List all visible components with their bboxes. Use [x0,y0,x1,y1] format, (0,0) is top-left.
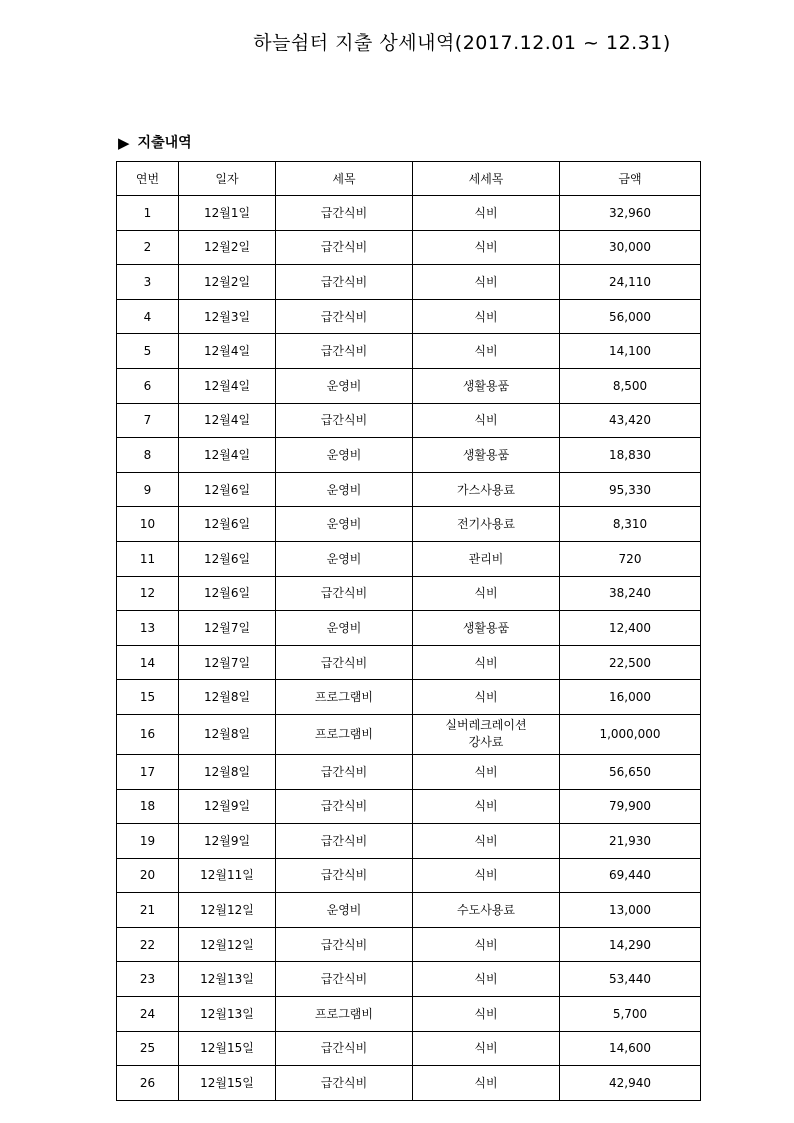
cell-amount: 14,600 [560,1031,701,1066]
cell-amount: 95,330 [560,472,701,507]
table-row [117,403,701,438]
cell-no: 6 [117,368,179,403]
table-row [117,299,701,334]
cell-amount: 43,420 [560,403,701,438]
section-heading [118,133,192,153]
cell-date: 12월6일 [179,507,276,542]
cell-no: 2 [117,230,179,265]
cell-date: 12월7일 [179,645,276,680]
cell-item: 운영비 [276,541,413,576]
table-row [117,611,701,646]
cell-subitem: 수도사용료 [413,893,560,928]
cell-no: 4 [117,299,179,334]
table-row [117,824,701,859]
cell-amount: 18,830 [560,438,701,473]
cell-date: 12월2일 [179,230,276,265]
cell-no: 25 [117,1031,179,1066]
table-row [117,472,701,507]
cell-no: 23 [117,962,179,997]
cell-item: 급간식비 [276,299,413,334]
cell-no: 26 [117,1066,179,1101]
cell-no: 1 [117,196,179,231]
cell-date: 12월3일 [179,299,276,334]
cell-item: 프로그램비 [276,680,413,715]
cell-no: 9 [117,472,179,507]
header-item: 세목 [276,162,413,196]
cell-subitem-line2: 강사료 [468,735,504,750]
cell-amount: 8,310 [560,507,701,542]
cell-no: 16 [117,714,179,754]
cell-no: 12 [117,576,179,611]
cell-item: 급간식비 [276,789,413,824]
table-row [117,507,701,542]
cell-date: 12월9일 [179,789,276,824]
cell-subitem: 식비 [413,858,560,893]
table-row [117,714,701,754]
cell-subitem: 생활용품 [413,438,560,473]
table-row [117,858,701,893]
cell-no: 14 [117,645,179,680]
table-row [117,754,701,789]
cell-no: 10 [117,507,179,542]
cell-no: 20 [117,858,179,893]
cell-item: 급간식비 [276,196,413,231]
cell-subitem: 관리비 [413,541,560,576]
cell-item: 급간식비 [276,334,413,369]
cell-subitem: 식비 [413,196,560,231]
header-no: 연번 [117,162,179,196]
cell-amount: 14,100 [560,334,701,369]
table-row [117,541,701,576]
cell-item: 프로그램비 [276,997,413,1032]
cell-item: 급간식비 [276,962,413,997]
cell-amount: 69,440 [560,858,701,893]
table-row [117,1066,701,1101]
cell-date: 12월4일 [179,334,276,369]
cell-item: 급간식비 [276,858,413,893]
cell-item: 급간식비 [276,265,413,300]
cell-amount: 32,960 [560,196,701,231]
table-row [117,893,701,928]
cell-amount: 22,500 [560,645,701,680]
cell-subitem: 식비 [413,576,560,611]
cell-amount: 56,000 [560,299,701,334]
table-row [117,576,701,611]
cell-no: 8 [117,438,179,473]
cell-amount: 38,240 [560,576,701,611]
cell-amount: 30,000 [560,230,701,265]
cell-subitem: 생활용품 [413,368,560,403]
cell-item: 급간식비 [276,230,413,265]
cell-subitem: 식비 [413,230,560,265]
header-date: 일자 [179,162,276,196]
cell-subitem: 식비 [413,754,560,789]
cell-item: 운영비 [276,611,413,646]
cell-date: 12월6일 [179,541,276,576]
cell-date: 12월8일 [179,714,276,754]
cell-no: 18 [117,789,179,824]
cell-subitem: 식비 [413,824,560,859]
table-row [117,265,701,300]
cell-item: 급간식비 [276,1031,413,1066]
cell-amount: 16,000 [560,680,701,715]
cell-item: 운영비 [276,368,413,403]
cell-no: 17 [117,754,179,789]
expense-table [116,161,701,1101]
table-row [117,789,701,824]
cell-subitem: 식비 [413,680,560,715]
cell-no: 22 [117,927,179,962]
cell-item: 급간식비 [276,824,413,859]
table-row [117,368,701,403]
cell-item: 운영비 [276,438,413,473]
cell-subitem: 식비 [413,1031,560,1066]
cell-amount: 42,940 [560,1066,701,1101]
cell-date: 12월7일 [179,611,276,646]
cell-subitem: 가스사용료 [413,472,560,507]
table-row [117,680,701,715]
cell-amount: 14,290 [560,927,701,962]
cell-subitem: 전기사용료 [413,507,560,542]
cell-amount: 79,900 [560,789,701,824]
table-row [117,997,701,1032]
table-row [117,1031,701,1066]
cell-date: 12월13일 [179,997,276,1032]
cell-date: 12월2일 [179,265,276,300]
cell-date: 12월15일 [179,1066,276,1101]
cell-date: 12월6일 [179,472,276,507]
cell-subitem: 식비 [413,299,560,334]
cell-amount: 24,110 [560,265,701,300]
cell-subitem: 식비 [413,645,560,680]
cell-item: 운영비 [276,472,413,507]
cell-subitem: 식비 [413,997,560,1032]
cell-amount: 56,650 [560,754,701,789]
cell-subitem: 식비 [413,334,560,369]
cell-item: 급간식비 [276,645,413,680]
cell-amount: 1,000,000 [560,714,701,754]
cell-subitem: 식비 [413,1066,560,1101]
cell-amount: 12,400 [560,611,701,646]
cell-date: 12월11일 [179,858,276,893]
table-row [117,438,701,473]
cell-date: 12월13일 [179,962,276,997]
header-subitem: 세세목 [413,162,560,196]
cell-date: 12월12일 [179,927,276,962]
table-row [117,230,701,265]
table-row [117,196,701,231]
cell-no: 7 [117,403,179,438]
cell-item: 급간식비 [276,754,413,789]
cell-date: 12월8일 [179,680,276,715]
cell-item: 운영비 [276,893,413,928]
header-amount: 금액 [560,162,701,196]
cell-item: 급간식비 [276,576,413,611]
table-header-row [117,162,701,196]
cell-no: 19 [117,824,179,859]
page-title: 하늘쉼터 지출 상세내역(2017.12.01 ~ 12.31) [253,32,671,54]
cell-date: 12월8일 [179,754,276,789]
cell-date: 12월12일 [179,893,276,928]
cell-amount: 8,500 [560,368,701,403]
cell-no: 13 [117,611,179,646]
cell-no: 24 [117,997,179,1032]
cell-no: 3 [117,265,179,300]
cell-date: 12월4일 [179,368,276,403]
cell-subitem: 생활용품 [413,611,560,646]
cell-date: 12월4일 [179,438,276,473]
cell-date: 12월6일 [179,576,276,611]
cell-date: 12월1일 [179,196,276,231]
cell-no: 21 [117,893,179,928]
table-row [117,645,701,680]
cell-no: 11 [117,541,179,576]
cell-subitem: 식비 [413,403,560,438]
table-row [117,927,701,962]
cell-date: 12월9일 [179,824,276,859]
cell-item: 급간식비 [276,403,413,438]
cell-subitem: 식비 [413,962,560,997]
section-heading-label: 지출내역 [137,135,192,151]
cell-amount: 53,440 [560,962,701,997]
cell-item: 프로그램비 [276,714,413,754]
cell-no: 15 [117,680,179,715]
table-row [117,334,701,369]
cell-no: 5 [117,334,179,369]
cell-subitem: 식비 [413,265,560,300]
cell-subitem-line1: 실버레크레이션 [445,718,527,733]
cell-date: 12월15일 [179,1031,276,1066]
cell-amount: 5,700 [560,997,701,1032]
cell-item: 운영비 [276,507,413,542]
cell-date: 12월4일 [179,403,276,438]
triangle-right-icon: ▶ [118,134,130,152]
cell-amount: 13,000 [560,893,701,928]
cell-item: 급간식비 [276,927,413,962]
cell-item: 급간식비 [276,1066,413,1101]
cell-subitem [413,714,560,754]
cell-amount: 720 [560,541,701,576]
cell-subitem: 식비 [413,789,560,824]
cell-subitem: 식비 [413,927,560,962]
cell-amount: 21,930 [560,824,701,859]
table-row [117,962,701,997]
